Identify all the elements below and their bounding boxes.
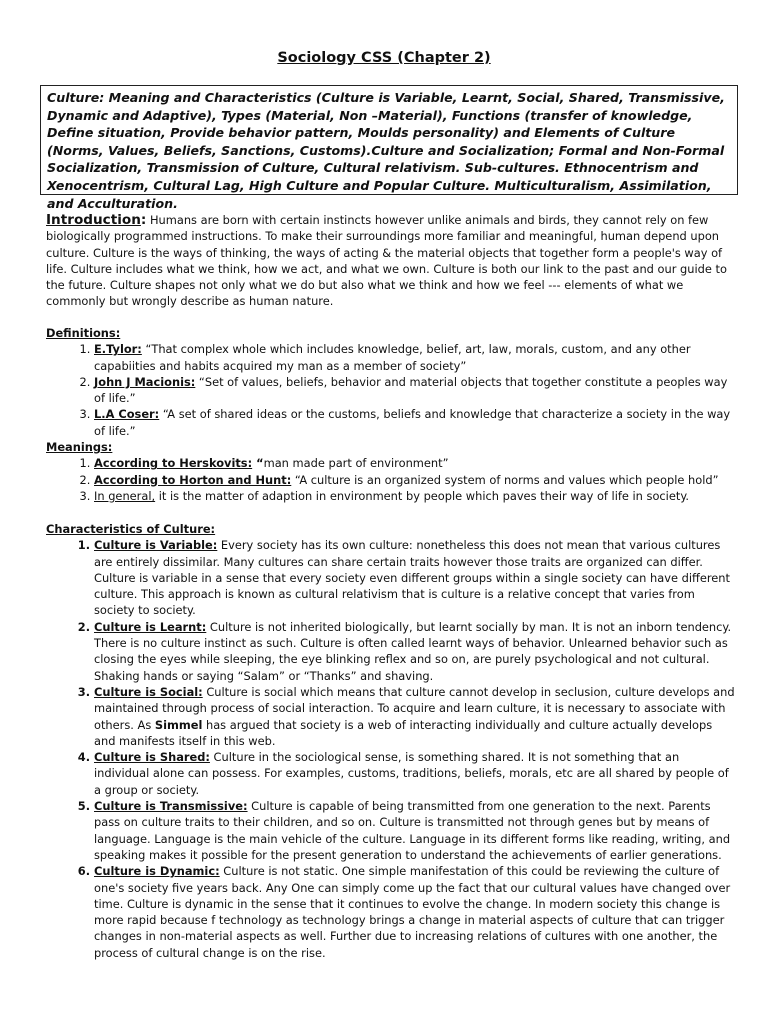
characteristic-text: Culture is not inherited biologically, but learnt socially by man. It is not an inborn tendency. There is no culture instinct as such. Culture is often called learnt ways of behavior. Unlearned behavior such as closing the eyes while sleeping, the eye blinking reflex and so on, are purely psychological and not cultural. Shaking hands or saying “Salam” or “Thanks” and shaving. bbox=[94, 619, 732, 683]
definitions-heading: Definitions: bbox=[46, 326, 121, 340]
meaning-text: man made part of environment” bbox=[263, 456, 449, 471]
definition-term: L.A Coser: bbox=[94, 407, 160, 422]
definition-term: John J Macionis: bbox=[94, 374, 196, 389]
characteristic-term: Culture is Variable: bbox=[94, 538, 218, 553]
document-title: Sociology CSS (Chapter 2) bbox=[277, 50, 491, 66]
list-item bbox=[94, 406, 736, 439]
meanings-heading: Meanings: bbox=[46, 440, 113, 454]
meanings-list bbox=[46, 455, 736, 504]
list-item bbox=[94, 863, 736, 961]
characteristic-text: Every society has its own culture: nonetheless this does not mean that various cultures are entirely dissimilar. Many cultures can share certain traits however those traits are organized can differ. Culture is variable in a sense that every society even different groups within a single society can have different culture. This approach is known as cultural relativism that is culture is a relative concept that varies from society to society. bbox=[94, 538, 730, 618]
characteristic-term: Culture is Social: bbox=[94, 684, 203, 699]
introduction-paragraph: Introduction: Humans are born with certain instincts however unlike animals and birds, they cannot rely on few biologically programmed instructions. To make their surroundings more familiar and meaningful, human depend upon culture. Culture is the ways of thinking, the ways of acting & the material objects that together form a people's way of life. Culture includes what we think, how we act, and what we own. Culture is both our link to the past and our guide to the future. Culture shapes not only what we do but also what we think and how we feel --- elements of what we commonly but wrongly describe as human nature. bbox=[46, 212, 727, 309]
characteristic-text: Culture in the sociological sense, is something shared. It is not something that an individual alone can possess. For examples, customs, traditions, beliefs, morals, etc are all shared by people of a group or society. bbox=[94, 750, 729, 797]
definition-term: E.Tylor: bbox=[94, 342, 142, 357]
characteristic-text: Culture is social which means that culture cannot develop in seclusion, culture develops and maintained through process of social interaction. To acquire and learn culture, it is necessary to associate with others. As bbox=[94, 684, 735, 732]
characteristic-term: Culture is Shared: bbox=[94, 750, 210, 765]
meaning-term: According to Horton and Hunt: bbox=[94, 472, 292, 487]
list-item bbox=[94, 341, 736, 374]
list-item bbox=[94, 472, 736, 488]
definition-text: “A set of shared ideas or the customs, beliefs and knowledge that characterize a society in the way of life.” bbox=[94, 407, 731, 438]
meaning-quote-mark: “ bbox=[252, 456, 264, 471]
list-item bbox=[94, 537, 736, 618]
list-item bbox=[94, 684, 736, 749]
characteristics-list bbox=[46, 537, 736, 961]
characteristic-name: Simmel bbox=[154, 717, 203, 732]
list-item bbox=[94, 488, 736, 504]
definition-text: “That complex whole which includes knowledge, belief, art, law, morals, custom, and any other capabiities and habits acquired my man as a member of society” bbox=[94, 342, 691, 373]
characteristic-term: Culture is Learnt: bbox=[94, 619, 207, 634]
syllabus-box: Culture: Meaning and Characteristics (Culture is Variable, Learnt, Social, Shared, Transmissive, Dynamic and Adaptive), Types (Material, Non –Material), Functions (transfer of knowledge, Define situation, Provide behavior pattern, Moulds personality) and Elements of Culture (Norms, Values, Beliefs, Sanctions, Customs).Culture and Socialization; Formal and Non-Formal Socialization, Transmission of Culture, Cultural relativism. Sub-cultures. Ethnocentrism and Xenocentrism, Cultural Lag, High Culture and Popular Culture. Multiculturalism, Assimilation, and Acculturation. bbox=[40, 85, 738, 195]
characteristic-text: has argued that society is a web of interacting individually and culture actually develops and manifests itself in this web. bbox=[94, 717, 713, 748]
characteristic-term: Culture is Transmissive: bbox=[94, 799, 248, 814]
characteristics-heading: Characteristics of Culture: bbox=[46, 522, 216, 536]
meanings-section bbox=[46, 439, 736, 504]
characteristic-text: Culture is capable of being transmitted from one generation to the next. Parents pass on culture traits to their children, and so on. Culture is transmitted not through genes but by means of language. Language is the main vehicle of the culture. Language in its different forms like reading, writing, and speaking makes it possible for the present generation to understand the achievements of earlier generations. bbox=[94, 799, 731, 862]
definitions-section bbox=[46, 325, 736, 439]
list-item bbox=[94, 749, 736, 798]
list-item bbox=[94, 619, 736, 684]
characteristic-text: Culture is not static. One simple manifestation of this could be reviewing the culture of one's society five years back. Any One can simply come up the fact that our cultural values have changed over time. Culture is dynamic in the sense that it continues to evolve the change. In modern society this change is more rapid because f technology as technology brings a change in material aspects of culture that can trigger changes in non-material aspects as well. Further due to increasing relations of cultures with one another, the process of cultural change is on the rise. bbox=[94, 864, 731, 960]
characteristics-section bbox=[46, 521, 736, 961]
introduction-text: Humans are born with certain instincts however unlike animals and birds, they cannot rely on few biologically programmed instructions. To make their surroundings more familiar and meaningful, human depend upon culture. Culture is the ways of thinking, the ways of acting & the material objects that together form a people's way of life. Culture includes what we think, how we act, and what we own. Culture is both our link to the past and our guide to the future. Culture shapes not only what we do but also what we think and how we feel --- elements of what we commonly but wrongly describe as human nature. bbox=[46, 213, 727, 309]
introduction-heading: Introduction bbox=[46, 212, 141, 228]
list-item bbox=[94, 798, 736, 863]
meaning-text: it is the matter of adaption in environment by people which paves their way of life in society. bbox=[155, 488, 690, 503]
characteristic-term: Culture is Dynamic: bbox=[94, 864, 220, 879]
list-item bbox=[94, 455, 736, 471]
meaning-text: “A culture is an organized system of norms and values which people hold” bbox=[291, 472, 719, 487]
definition-text: “Set of values, beliefs, behavior and material objects that together constitute a peoples way of life.” bbox=[94, 374, 728, 406]
definitions-list bbox=[46, 341, 736, 439]
meaning-term: According to Herskovits: bbox=[94, 456, 253, 471]
meaning-term: In general, bbox=[94, 488, 156, 503]
list-item bbox=[94, 374, 736, 407]
